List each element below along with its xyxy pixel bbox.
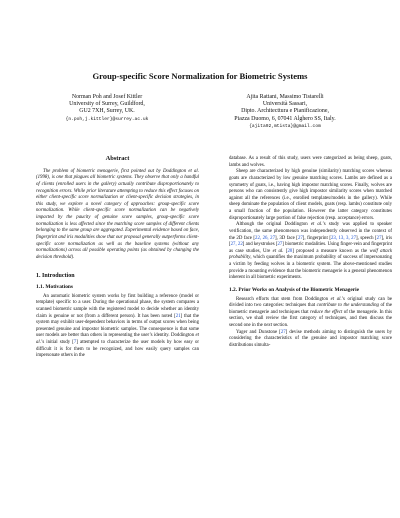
left-column (36, 156, 199, 360)
author-block-right (210, 94, 360, 130)
author-affiliation: Università Sassari, (262, 101, 308, 108)
text-span: ], speech [ (356, 235, 377, 241)
text-span: Although the original Doddington (236, 222, 311, 228)
text-span: ] proposed a measure known as the (292, 248, 370, 254)
citation-link[interactable]: 28 (287, 248, 293, 254)
abstract-text: The problem of biometric menagerie, first pointed out by Doddington et al. (1998), is one that plagues all biometric systems. They observe that only a handful of clients (enrolled users in the gallery) actually contribute disproportionately to recognition errors. While prior literature attempting to reduce this effect focuses on either client-specific score normalization or client-specific decision strategies, in this study, we explore a novel category of approaches: group-specific score normalization. While client-specific score normalization can be negatively impacted by the paucity of genuine score samples, group-specific score normalization is less affected since the matching score samples of different clients belonging to the same group are aggregated. Experimental evidence based on face, fingerprint and iris modalities show that our proposal generally outperforms client-specific score normalization as well as the baseline systems (without any normalizations) across all possible operating points (as obtained by changing the decision threshold). (36, 168, 199, 260)
paragraph (229, 297, 392, 330)
paper-title: Group-specific Score Normalization for Biometric Systems (92, 71, 308, 81)
paragraph: database. As a result of this study, users were categorized as being sheep, goats, lambs and wolves. (229, 156, 392, 168)
citation-link[interactable]: 27 (277, 242, 283, 248)
citation-link[interactable]: 27 (297, 235, 303, 241)
text-span: ], 3D face [ (275, 235, 298, 241)
citation-link[interactable]: 23, 13, 3, 27 (330, 235, 357, 241)
text-span: An automatic biometric system works by first building a reference (model or template) specific to a user. During the operational phase, the system compares a scanned biometric sample with the registered model to decide whether an identity claim is genuine or not (from a different person). It has been noted [ (36, 293, 199, 319)
text-span: wolf attack probability (229, 248, 393, 261)
paragraph (229, 330, 392, 350)
text-span: of the biometric menagerie and techniques that (229, 303, 392, 315)
section-heading: 1. Introduction (36, 273, 75, 280)
citation-link[interactable]: 22, 26, 27 (255, 235, 275, 241)
citation-link[interactable]: 27 (280, 329, 286, 335)
text-span: of the menagerie. In this section, we shall review the first category of techniques, and then discuss the second one in the (229, 309, 392, 328)
author-address: GU2 7XH, Surrey, UK. (79, 108, 135, 115)
text-span: section. (272, 323, 289, 328)
citation-link[interactable]: 7 (73, 340, 77, 345)
author-email[interactable]: {ajita92,mtista}@gmail.com (249, 123, 321, 129)
text-span: et al. (310, 222, 323, 228)
paragraph (229, 222, 392, 282)
intro-body (36, 294, 199, 360)
text-span: ] attempted to characterize the user models by how easy or difficult it is for them to be recognized, and how easily query samples can impersonate others in the (36, 340, 199, 359)
text-span: ’s original study can be divided into two categories: techniques that (229, 296, 393, 309)
text-span: ’s initial study [ (40, 340, 74, 345)
text-span: contribute to the understanding (316, 303, 379, 309)
text-span: , which quantifies the maximum probability of success of impersonating a victim by feeding wolves in a biometric system. The above-mentioned studies provide a mounting evidence that the biometric menagerie is a general phenomenon inherent in all biometric experiments. (229, 255, 392, 281)
paragraph (36, 294, 199, 360)
author-names: Ajita Rattani, Massimo Tistarelli (246, 94, 324, 100)
text-span: ] that the system may exhibit user-dependent behaviors in terms of output scores when being presented genuine and impostor biometric samples. The consequence is that some user models are better than others in representing the user’s identity. Doddington (36, 313, 199, 339)
author-department: Dipto. Architecttura e Pianificazione, (241, 108, 329, 115)
text-span: et al. (272, 248, 284, 254)
text-span: ], fingerprint [ (302, 235, 331, 241)
text-span: next (263, 323, 273, 328)
author-names: Norman Poh and Josef Kittler (71, 94, 143, 100)
text-span: Research efforts that stem from Doddington (236, 296, 331, 302)
right-column (229, 156, 392, 350)
text-span: reduce the effect (310, 309, 343, 315)
author-address: Piazza Duomo, 6, 07041 Alghero SS, Italy. (234, 115, 336, 122)
text-span: ], iris [ (229, 235, 393, 248)
text-span: et al. (36, 333, 199, 345)
subsection-heading: 1.1. Motivations (36, 284, 73, 290)
citation-link[interactable]: 27 (376, 235, 382, 241)
text-span: ] and keystrokes [ (242, 242, 278, 248)
text-span: Yager and Dunstone [ (236, 329, 281, 335)
abstract (36, 169, 199, 262)
citation-link[interactable]: 27, 22 (230, 242, 243, 248)
text-span: ] biometric modalities. Using finger-vein and fingerprint as case studies, Ure (229, 242, 392, 254)
citation-link[interactable]: 21 (175, 313, 181, 319)
author-email[interactable]: {n.poh,j.kittler}@surrey.ac.uk (65, 116, 149, 122)
author-affiliation: University of Surrey, Guildford, (69, 101, 145, 108)
author-block-left (48, 94, 166, 123)
text-span: ] devise methods aiming to distinguish the users by considering the characteristics of the genuine and impostor matching score distributions simulta- (229, 329, 393, 348)
text-span: et al. (330, 296, 342, 302)
text-span: [ (283, 248, 288, 254)
text-span: ’s study was applied to speaker verification, the same phenomenon was independently observed in the context of the 2D face [ (229, 222, 392, 241)
abstract-heading: Abstract (105, 155, 130, 162)
paragraph: Sheep are characterized by high genuine (similarity) matching scores whereas goats are characterized by low genuine matching scores. Lambs are defined as a symmetry of goats, i.e., having high impostor matching scores. Finally, wolves are persons who can consistently give high impostor similarity scores when matched against all the references (i.e., enrolled templates/models in the gallery). While sheep dominate the population of client models, goats (resp. lambs) constitute only a small fraction of the population. However the latter category constitutes disproportionately large portion of false rejection (resp. acceptance) errors. (229, 169, 392, 221)
subsection-heading: 1.2. Prior Works on Analysis of the Biometric Menagerie (229, 286, 360, 293)
